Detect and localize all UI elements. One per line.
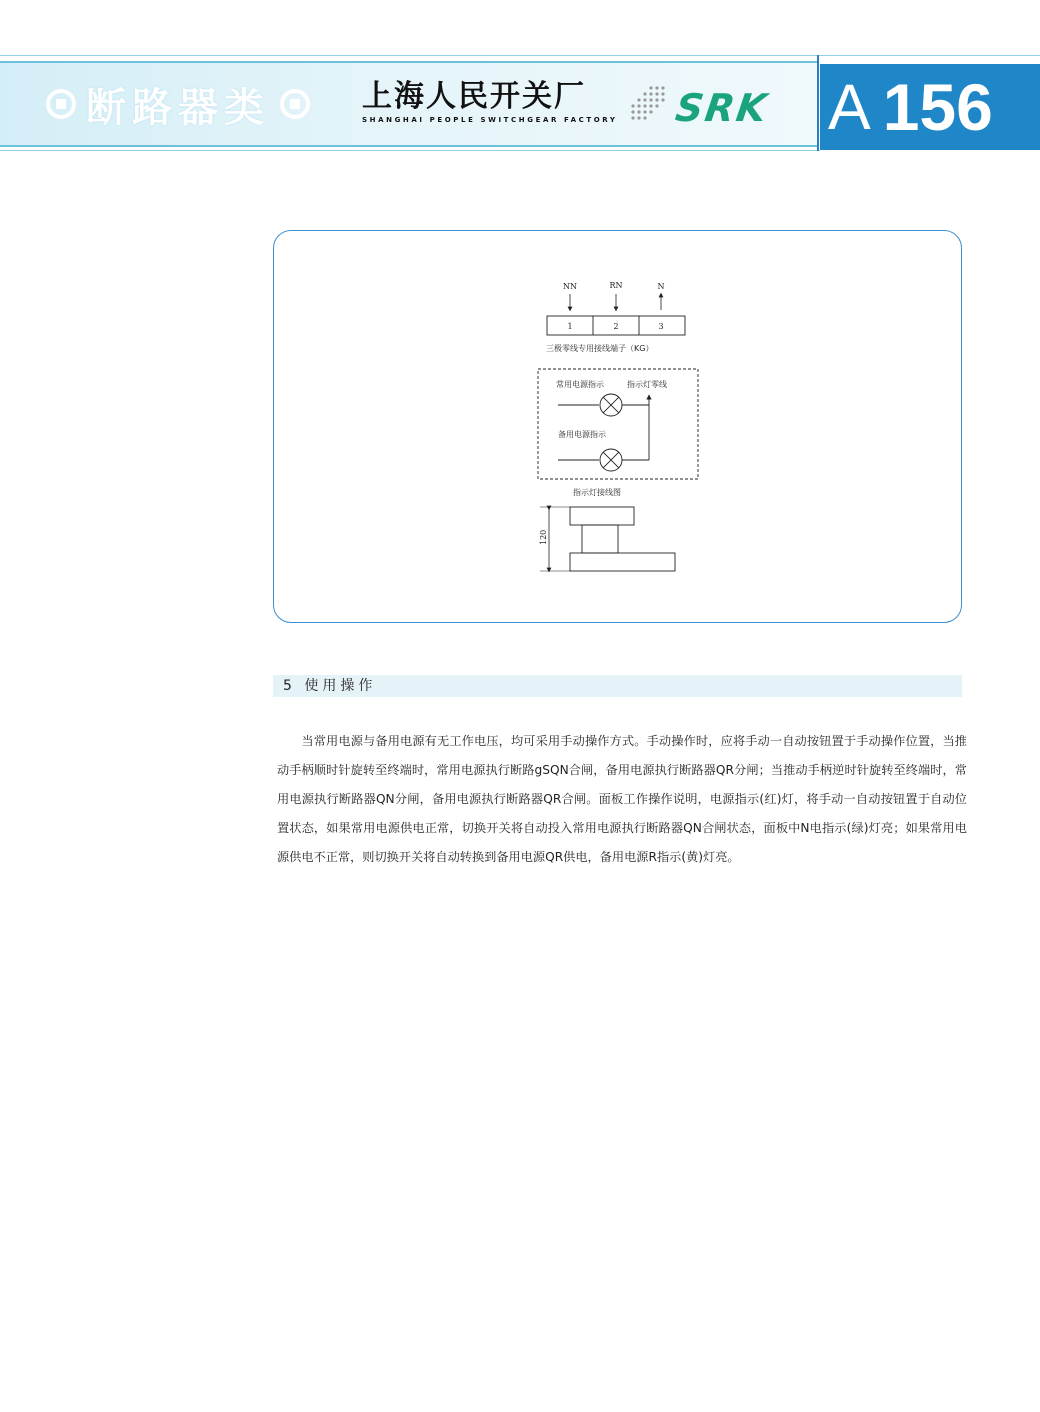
mount-body [582, 525, 618, 553]
wiring-diagram [0, 0, 1040, 640]
terminal-number: 1 [567, 322, 573, 331]
page-number: 156 [882, 70, 993, 144]
terminal-caption: 三极零线专用接线端子（KG） [546, 344, 654, 353]
terminal-label: N [657, 282, 665, 291]
company-name-en: SHANGHAI PEOPLE SWITCHGEAR FACTORY [362, 116, 618, 124]
section-title: 5 使用操作 [283, 678, 377, 694]
terminal-label: NN [563, 282, 577, 291]
section-body: 当常用电源与备用电源有无工作电压，均可采用手动操作方式。手动操作时，应将手动一自动按钮置于手动操作位置，当推动手柄顺时针旋转至终端时，常用电源执行断路gSQN合闸，备用电源执行断路器QR分闸；当推动手柄逆时针旋转至终端时，常用电源执行断路器QN分闸，备用电源执行断路器QR合闸。面板工作操作说明，电源指示(红)灯，将手动一自动按钮置于自动位置状态，如果常用电源供电正常，切换开关将自动投入常用电源执行断路器QN合闸状态，面板中N电指示(绿)灯亮；如果常用电源供电不正常，则切换开关将自动转换到备用电源QR供电，备用电源R指示(黄)灯亮。 [277, 734, 967, 864]
company-name-cn: 上海人民开关厂 [362, 79, 586, 114]
page-letter: A [828, 71, 871, 143]
category-text: 断路器类 [86, 84, 270, 131]
terminal-number: 2 [613, 322, 619, 331]
neutral-line-label: 指示灯零线 [627, 380, 667, 389]
dimension-label: 120 [539, 529, 548, 545]
backup-indicator-label: 备用电源指示 [558, 430, 606, 439]
terminal-number: 3 [658, 322, 664, 331]
mount-base-plate [570, 553, 675, 571]
normal-indicator-label: 常用电源指示 [556, 380, 604, 389]
terminal-label: RN [609, 281, 623, 290]
indicator-caption: 指示灯接线图 [573, 488, 621, 497]
mount-top-plate [570, 507, 634, 525]
lamp-icon [600, 394, 622, 416]
brand-logo: SRK [672, 86, 772, 130]
lamp-icon [600, 449, 622, 471]
